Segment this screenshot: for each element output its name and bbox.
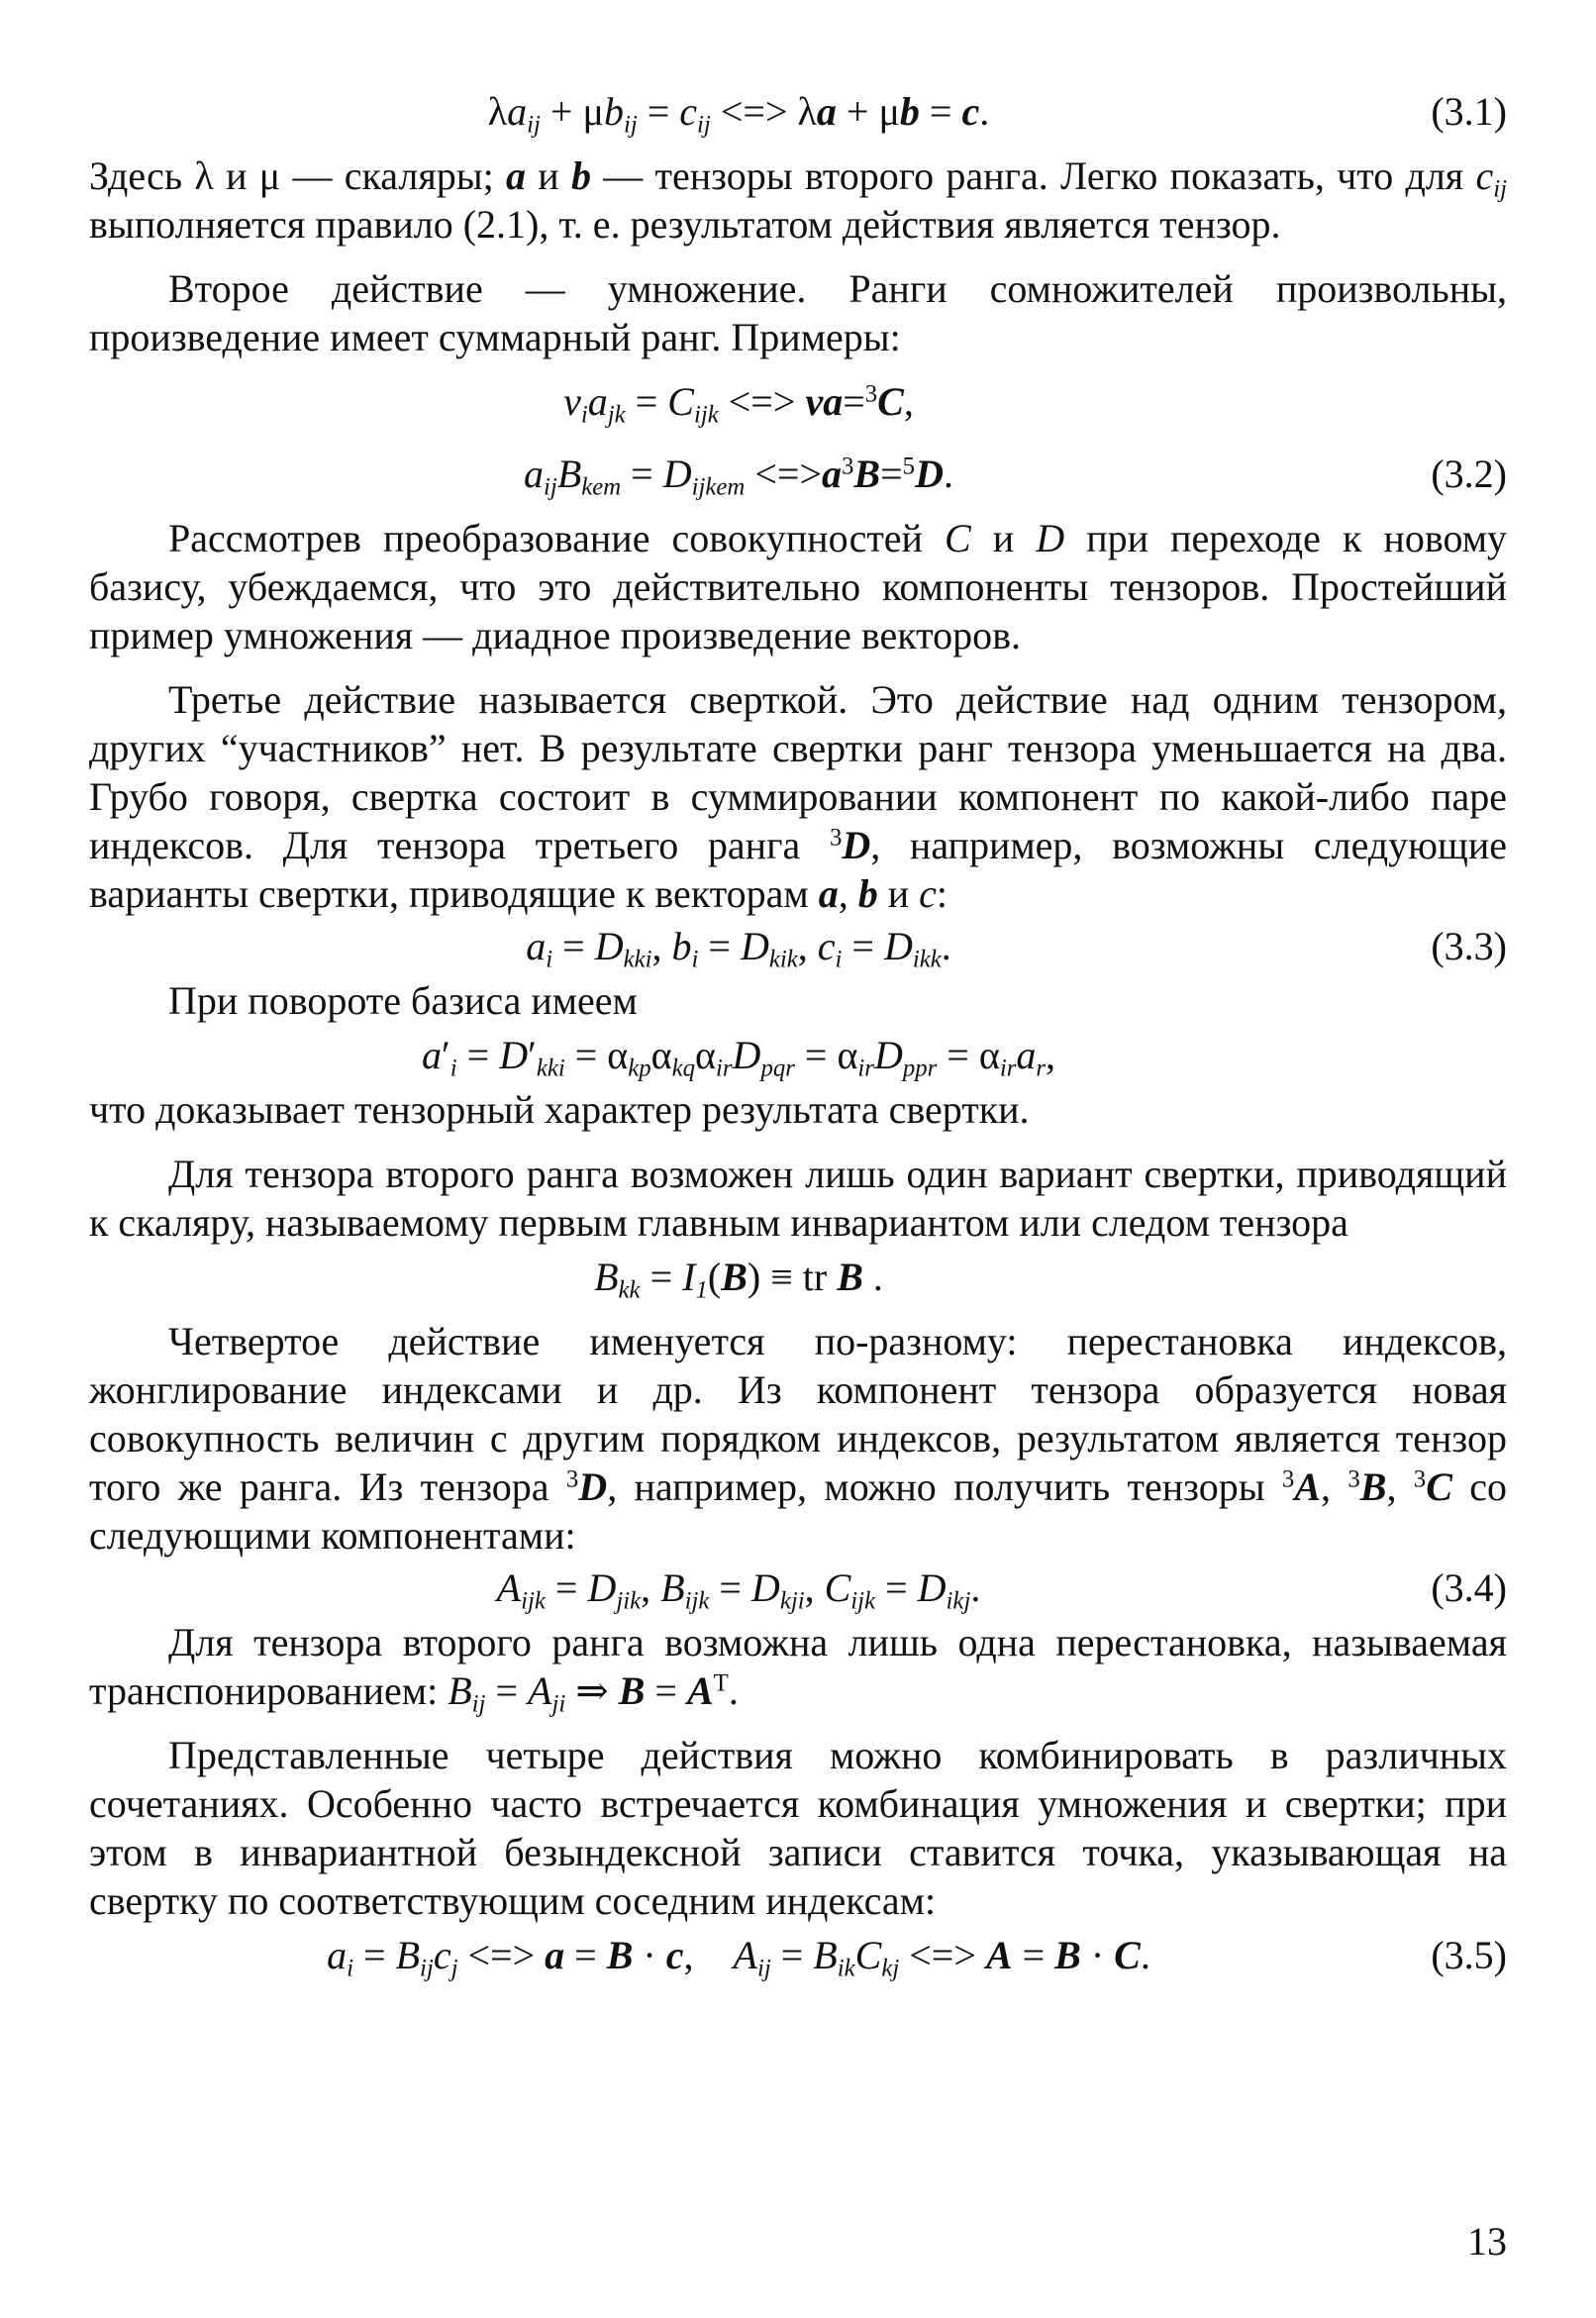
equation-3-5-body: $a_i = B_{ij}c_j$ <=> a = B · c, $A_{ij} = B_{ik}C_{kj}$ <=> A = B · C. bbox=[327, 1933, 1150, 1982]
equation-trace bbox=[89, 1253, 1507, 1304]
paragraph-3: Рассмотрев преобразование совокупностей C и D при переходе к новому базису, убеждаемся, что это действительно компоненты тензоров. Простейший пример умножения — диадное произведение векторов. bbox=[89, 516, 1508, 657]
paragraph-4: Третье действие называется сверткой. Это действие над одним тензором, других “участников” нет. В результате свертки ранг тензора уменьшается на два. Грубо говоря, свертка состоит в суммировании компонент по какой-либо паре индексов. Для тензора третьего ранга $^3$D, например, возможны следующие варианты свертки, приводящие к векторам a, b и c: bbox=[89, 677, 1508, 916]
paragraph-8: Четвертое действие именуется по-разному: перестановка индексов, жонглирование индексами и др. Из компонент тензора образуется новая совокупность величин с другим порядком индексов, результатом является тензор того же ранга. Из тензора $^3$D, например, можно получить тензоры $^3$A, $^3$B, $^3$C со следующими компонентами: bbox=[89, 1319, 1507, 1558]
equation-3-4-body: $A_{ijk} = D_{jik}$, $B_{ijk} = D_{kji}$, $C_{ijk} = D_{ikj}$. bbox=[496, 1565, 981, 1615]
equation-3-4 bbox=[89, 1563, 1507, 1615]
equation-3-3 bbox=[89, 922, 1507, 973]
paragraph-10: Представленные четыре действия можно комбинировать в различных сочетаниях. Особенно часто встречается комбинация умножения и свертки; при этом в инвариантной безындексной записи ставится точка, указывающая на свертку по соответствующим соседним индексам: bbox=[89, 1733, 1507, 1923]
equation-product-1 bbox=[89, 377, 1507, 429]
equation-3-4-number: (3.4) bbox=[1431, 1565, 1507, 1610]
equation-3-3-body: $a_i = D_{kki}$, $b_i = D_{kik}$, $c_i = D_{ikk}$. bbox=[526, 924, 951, 973]
equation-3-1-body: $\lambda a_{ij} + \mu b_{ij} = c_{ij}$ <=> λa + μb = c. bbox=[487, 89, 990, 139]
equation-3-5 bbox=[89, 1931, 1507, 1982]
equation-3-2-number: (3.2) bbox=[1431, 452, 1507, 496]
equation-trace-body: $B_{kk} = I_1(B)$ ≡ tr B . bbox=[594, 1255, 883, 1304]
paragraph-2: Второе действие — умножение. Ранги сомножителей произвольны, произведение имеет суммарный ранг. Примеры: bbox=[89, 266, 1507, 359]
paragraph-6: что доказывает тензорный характер результата свертки. bbox=[89, 1087, 1030, 1132]
paragraph-5: При повороте базиса имеем bbox=[168, 978, 638, 1023]
paragraph-7: Для тензора второго ранга возможен лишь один вариант свертки, приводящий к скаляру, называемому первым главным инвариантом или следом тензора bbox=[89, 1152, 1507, 1245]
equation-3-1-number: (3.1) bbox=[1431, 89, 1507, 134]
equation-3-3-number: (3.3) bbox=[1431, 924, 1507, 968]
page-number: 13 bbox=[1467, 2219, 1507, 2264]
paragraph-1: Здесь λ и μ — скаляры; a и b — тензоры второго ранга. Легко показать, что для $c_{ij}$ выполняется правило (2.1), т. е. результатом действия является тензор. bbox=[89, 153, 1508, 247]
paragraph-9: Для тензора второго ранга возможна лишь одна перестановка, называемая транспонированием: $B_{ij} = A_{ji}$ ⇒ $B = A^T$. bbox=[89, 1620, 1507, 1718]
equation-rotation-body: $a'_i = D'_{kki} = \alpha_{kp}\alpha_{kq}\alpha_{ir}D_{pqr} = \alpha_{ir}D_{ppr} = \alpha_{ir}a_r$, bbox=[421, 1033, 1056, 1082]
equation-3-5-number: (3.5) bbox=[1431, 1933, 1507, 1977]
equation-3-2-body: $a_{ij}B_{kem} = D_{ijkem} <=>a^3B=^5D$. bbox=[524, 452, 953, 501]
equation-3-1 bbox=[89, 87, 1507, 139]
equation-rotation bbox=[89, 1031, 1507, 1082]
equation-product-1-body: $v_ia_{jk} = C_{ijk}$ <=> va=$^3$C, bbox=[563, 379, 914, 429]
equation-3-2 bbox=[89, 450, 1507, 501]
page-body bbox=[89, 87, 1507, 1995]
